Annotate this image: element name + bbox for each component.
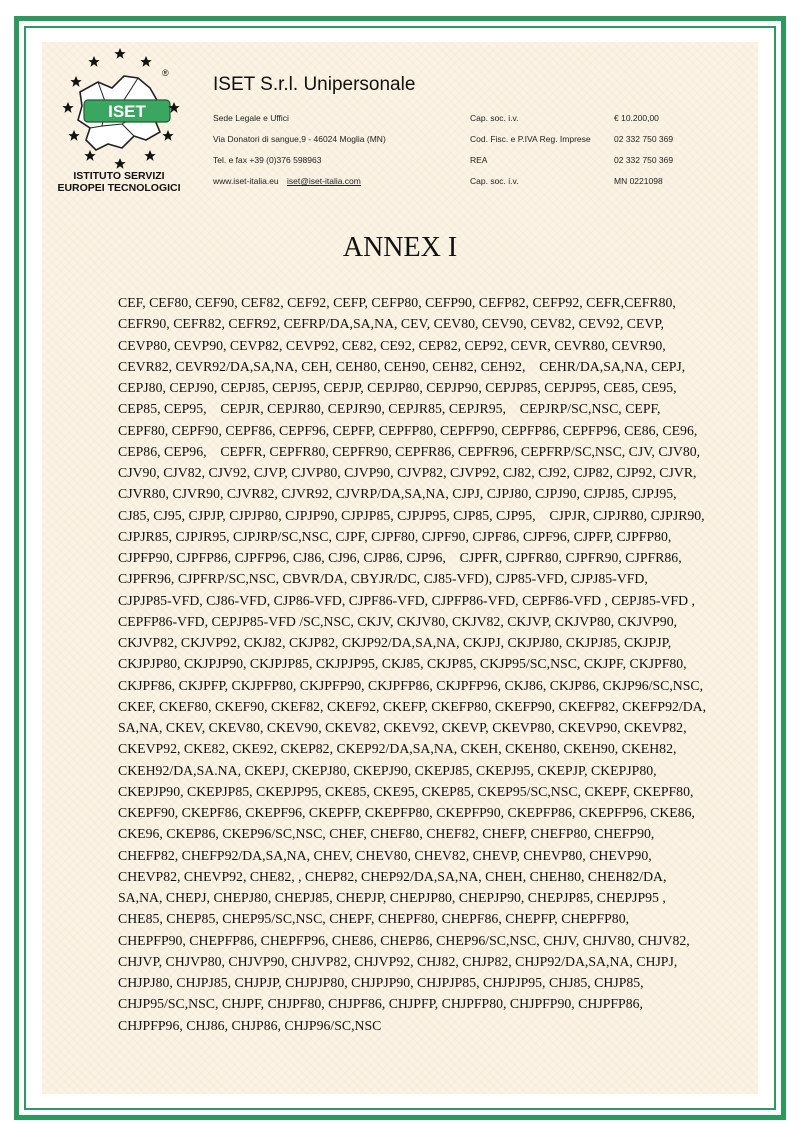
text-line: CKE96, CKEP86, CKEP96/SC,NSC, CHEF, CHEF80, CHEF82, CHEFP, CHEFP80, CHEFP90,: [118, 826, 655, 842]
text-line: CHEPFP90, CHEPFP86, CHEPFP96, CHE86, CHEP86, CHEP96/SC,NSC, CHJV, CHJV80, CHJV82,: [118, 932, 690, 948]
text-line: CEP85, CEP95, CEPJR, CEPJR80, CEPJR90, CEPJR85, CEPJR95, CEPJRP/SC,NSC, CEPF,: [118, 401, 661, 417]
info-left-2: Via Donatori di sangue,9 - 46024 Moglia (MN): [213, 134, 386, 144]
registered-icon: ®: [162, 68, 169, 78]
info-mid-4: Cap. soc. i.v.: [470, 176, 519, 186]
text-line: CHJP95/SC,NSC, CHJPF, CHJPF80, CHJPF86, CHJPFP, CHJPFP80, CHJPFP90, CHJPFP86,: [118, 996, 643, 1012]
text-line: SA,NA, CKEV, CKEV80, CKEV90, CKEV82, CKEV92, CKEVP, CKEVP80, CKEVP90, CKEVP82,: [118, 720, 687, 735]
contact-links: [213, 176, 361, 186]
text-line: CKEPJP90, CKEPJP85, CKEPJP95, CKE85, CKE95, CKEP85, CKEP95/SC,NSC, CKEPF, CKEPF80,: [118, 783, 694, 799]
text-line: CKEF, CKEF80, CKEF90, CKEF82, CKEF92, CKEFP, CKEFP80, CKEFP90, CKEFP82, CKEFP92/DA,: [118, 698, 707, 714]
text-line: CJVR80, CJVR90, CJVR82, CJVR92, CJVRP/DA,SA,NA, CJPJ, CJPJ80, CJPJ90, CJPJ85, CJPJ95,: [118, 486, 677, 502]
text-line: CEFR90, CEFR82, CEFR92, CEFRP/DA,SA,NA, CEV, CEV80, CEV90, CEV82, CEV92, CEVP,: [118, 316, 664, 332]
text-line: CKEVP92, CKE82, CKE92, CKEP82, CKEP92/DA,SA,NA, CKEH, CKEH80, CKEH90, CKEH82,: [118, 741, 677, 757]
text-line: CKEPF90, CKEPF86, CKEPF96, CKEPFP, CKEPFP80, CKEPFP90, CKEPFP86, CKEPFP96, CKE86,: [118, 805, 695, 820]
info-right-4: MN 0221098: [614, 176, 663, 186]
text-line: CJPFR96, CJPFRP/SC,NSC, CBVR/DA, CBYJR/DC, CJ85-VFD), CJP85-VFD, CJPJ85-VFD,: [118, 571, 648, 587]
text-line: CHEVP82, CHEVP92, CHE82, , CHEP82, CHEP92/DA,SA,NA, CHEH, CHEH80, CHEH82/DA,: [118, 868, 667, 884]
logo-mark-text: ISET: [108, 102, 146, 121]
text-line: CHJPFP96, CHJ86, CHJP86, CHJP96/SC,NSC: [118, 1017, 382, 1033]
text-line: CEVR82, CEVR92/DA,SA,NA, CEH, CEH80, CEH90, CEH82, CEH92, CEHR/DA,SA,NA, CEPJ,: [118, 358, 686, 374]
info-mid-3: REA: [470, 155, 488, 165]
text-line: CJPJR85, CJPJR95, CJPJRP/SC,NSC, CJPF, CJPF80, CJPF90, CJPF86, CJPF96, CJPFP, CJPFP80,: [118, 528, 672, 544]
logo-caption-line: ISTITUTO SERVIZI: [73, 170, 165, 182]
info-right-1: € 10.200,00: [614, 113, 659, 123]
text-line: CKEH92/DA,SA.NA, CKEPJ, CKEPJ80, CKEPJ90, CKEPJ85, CKEPJ95, CKEPJP, CKEPJP80,: [118, 762, 657, 778]
info-mid-1: Cap. soc. i.v.: [470, 113, 519, 123]
text-line: SA,NA, CHEPJ, CHEPJ80, CHEPJ85, CHEPJP, CHEPJP80, CHEPJP90, CHEPJP85, CHEPJP95 ,: [118, 890, 666, 905]
text-line: CHJVP, CHJVP80, CHJVP90, CHJVP82, CHJVP92, CHJ82, CHJP82, CHJP92/DA,SA,NA, CHJPJ,: [118, 953, 678, 969]
annex-model-list: [118, 292, 728, 1036]
text-line: CJ85, CJ95, CJPJP, CJPJP80, CJPJP90, CJPJP85, CJPJP95, CJP85, CJP95, CJPJR, CJPJR80, CJPJR90,: [118, 507, 705, 523]
logo-caption: [52, 170, 186, 194]
text-line: CEPFP86-VFD, CEPJP85-VFD /SC,NSC, CKJV, CKJV80, CKJV82, CKJVP, CKJVP80, CKJVP90,: [118, 613, 678, 629]
text-line: CKJVP82, CKJVP92, CKJ82, CKJP82, CKJP92/DA,SA,NA, CKJPJ, CKJPJ80, CKJPJ85, CKJPJP,: [118, 635, 672, 650]
text-line: CJPJP85-VFD, CJ86-VFD, CJP86-VFD, CJPF86-VFD, CJPFP86-VFD, CEPF86-VFD , CEPJ85-VFD ,: [118, 592, 695, 608]
email-link[interactable]: iset@iset-italia.com: [287, 176, 361, 186]
website-link[interactable]: www.iset-italia.eu: [213, 176, 279, 186]
text-line: CKJPJP80, CKJPJP90, CKJPJP85, CKJPJP95, CKJ85, CKJP85, CKJP95/SC,NSC, CKJPF, CKJPF80,: [118, 656, 687, 672]
text-line: CJV90, CJV82, CJV92, CJVP, CJVP80, CJVP90, CJVP82, CJVP92, CJ82, CJ92, CJP82, CJP92, CJVR,: [118, 465, 697, 480]
text-line: CEF, CEF80, CEF90, CEF82, CEF92, CEFP, CEFP80, CEFP90, CEFP82, CEFP92, CEFR,CEFR80,: [118, 295, 676, 310]
text-line: CHE85, CHEP85, CHEP95/SC,NSC, CHEPF, CHEPF80, CHEPF86, CHEPFP, CHEPFP80,: [118, 911, 630, 927]
text-line: CEPJ80, CEPJ90, CEPJ85, CEPJ95, CEPJP, CEPJP80, CEPJP90, CEPJP85, CEPJP95, CE85, CE95,: [118, 380, 677, 395]
info-right-3: 02 332 750 369: [614, 155, 674, 165]
text-line: CKJPF86, CKJPFP, CKJPFP80, CKJPFP90, CKJPFP86, CKJPFP96, CKJ86, CKJP86, CKJP96/SC,NSC,: [118, 677, 704, 693]
text-line: CEVP80, CEVP90, CEVP82, CEVP92, CE82, CE92, CEP82, CEP92, CEVR, CEVR80, CEVR90,: [118, 337, 666, 353]
text-line: CJPFP90, CJPFP86, CJPFP96, CJ86, CJ96, CJP86, CJP96, CJPFR, CJPFR80, CJPFR90, CJPFR86,: [118, 550, 682, 565]
info-left-1: Sede Legale e Uffici: [213, 113, 289, 123]
company-name: ISET S.r.l. Unipersonale: [213, 74, 416, 95]
text-line: CHEFP82, CHEFP92/DA,SA,NA, CHEV, CHEV80, CHEV82, CHEVP, CHEVP80, CHEVP90,: [118, 847, 652, 863]
text-line: CHJPJ80, CHJPJ85, CHJPJP, CHJPJP80, CHJPJP90, CHJPJP85, CHJPJP95, CHJ85, CHJP85,: [118, 975, 644, 990]
document-title: ANNEX I: [342, 232, 458, 263]
info-left-3: Tel. e fax +39 (0)376 598963: [213, 155, 322, 165]
info-mid-2: Cod. Fisc. e P.IVA Reg. Imprese: [470, 134, 591, 144]
logo-caption-line: EUROPEI TECNOLOGICI: [57, 182, 181, 194]
info-right-2: 02 332 750 369: [614, 134, 674, 144]
text-line: CEP86, CEP96, CEPFR, CEPFR80, CEPFR90, CEPFR86, CEPFR96, CEPFRP/SC,NSC, CJV, CJV80,: [118, 443, 701, 459]
text-line: CEPF80, CEPF90, CEPF86, CEPF96, CEPFP, CEPFP80, CEPFP90, CEPFP86, CEPFP96, CE86, CE96,: [118, 422, 698, 438]
